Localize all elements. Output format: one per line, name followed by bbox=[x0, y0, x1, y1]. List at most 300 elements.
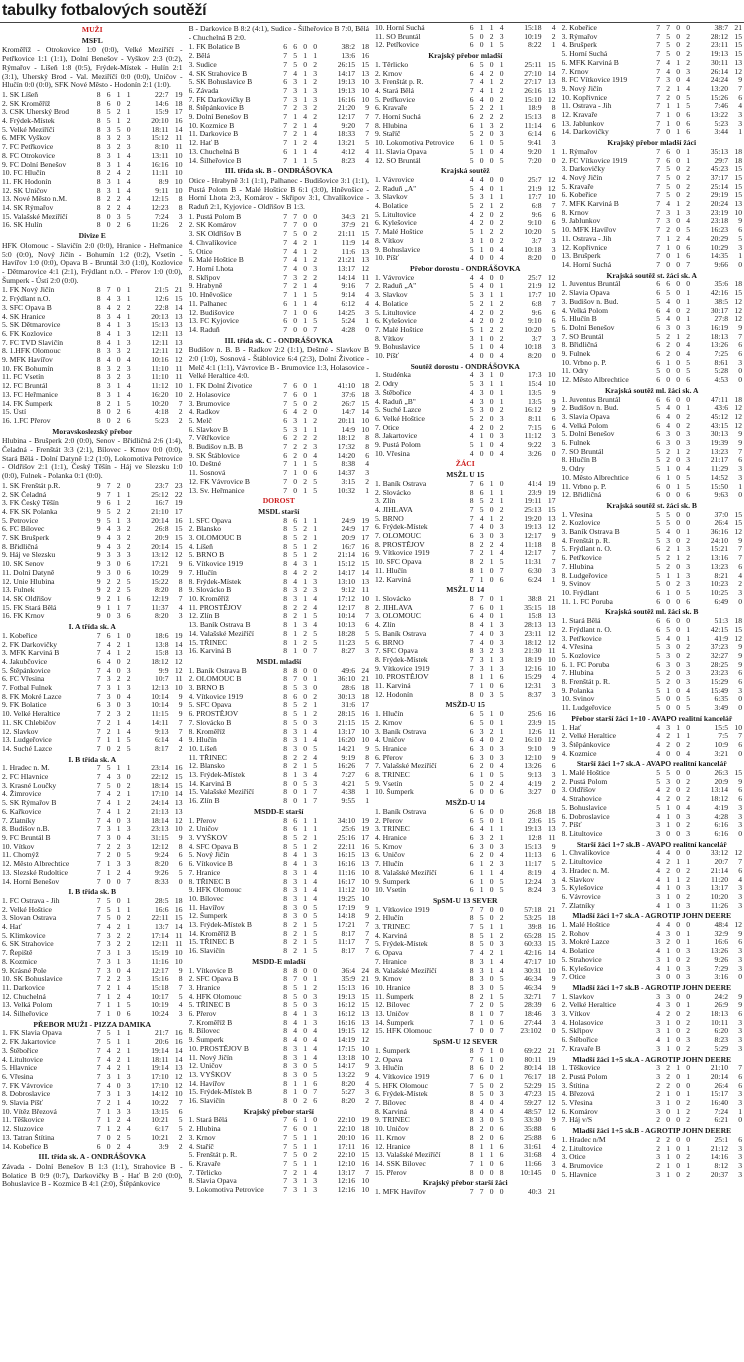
draws: 0 bbox=[676, 803, 680, 812]
score: 15:4 bbox=[527, 380, 542, 389]
score: 9:10 bbox=[527, 219, 542, 228]
played: 7 bbox=[96, 1072, 101, 1081]
team-name: 6. Frýdek-Místek bbox=[375, 523, 428, 532]
competition-heading: Moravskoslezský přebor bbox=[52, 426, 133, 436]
wins: 5 bbox=[293, 718, 297, 727]
team-name: 3. Petřkovice bbox=[561, 634, 602, 643]
wins: 3 bbox=[479, 532, 484, 541]
team-name: 8. Bílovec bbox=[188, 1027, 220, 1036]
points: 0 bbox=[551, 788, 556, 797]
points: 4 bbox=[365, 147, 369, 156]
draws: 0 bbox=[676, 849, 680, 858]
points: 12 bbox=[734, 921, 742, 930]
draws: 0 bbox=[489, 983, 494, 992]
table-row bbox=[189, 921, 370, 930]
played: 7 bbox=[96, 1029, 101, 1038]
wins: 1 bbox=[666, 465, 670, 474]
played: 4 bbox=[656, 849, 660, 858]
score: 18:13 bbox=[710, 332, 728, 341]
losses: 2 bbox=[313, 256, 317, 265]
points: 7 bbox=[365, 113, 369, 122]
standings-table bbox=[375, 61, 556, 165]
wins: 2 bbox=[293, 1168, 297, 1177]
table-row bbox=[2, 595, 183, 604]
points: 15 bbox=[361, 992, 369, 1001]
table-row bbox=[189, 400, 370, 409]
table-row bbox=[562, 280, 743, 289]
team-name: 15. HFK Olomouc bbox=[375, 1027, 432, 1036]
wins: 5 bbox=[293, 1001, 297, 1010]
table-row bbox=[189, 851, 370, 860]
losses: 1 bbox=[313, 382, 317, 391]
team-name: 9. Pustá Polom bbox=[375, 441, 421, 450]
played: 8 bbox=[469, 957, 474, 966]
score: 12:15 bbox=[151, 195, 169, 204]
played: 8 bbox=[96, 416, 101, 425]
team-name: 8. Jakartovice bbox=[375, 432, 418, 441]
wins: 4 bbox=[106, 799, 111, 808]
score: 10:20 bbox=[151, 399, 169, 408]
table-row bbox=[2, 693, 183, 702]
points: 7 bbox=[551, 202, 556, 211]
points: 8 bbox=[365, 434, 369, 443]
wins: 5 bbox=[106, 764, 111, 773]
table-row bbox=[189, 1125, 370, 1134]
team-name: 7. Hlubina bbox=[561, 669, 594, 678]
wins: 2 bbox=[479, 992, 484, 1001]
draws: 1 bbox=[489, 655, 494, 664]
draws: 1 bbox=[116, 603, 121, 612]
wins: 5 bbox=[106, 1029, 111, 1038]
points: 12 bbox=[734, 528, 742, 537]
wins: 3 bbox=[479, 406, 484, 415]
score: 9:12 bbox=[341, 586, 355, 595]
played: 7 bbox=[96, 640, 101, 649]
wins: 1 bbox=[293, 113, 297, 122]
score: 10:14 bbox=[337, 612, 355, 621]
losses: 3 bbox=[126, 1081, 131, 1090]
played: 7 bbox=[96, 790, 101, 799]
played: 7 bbox=[96, 816, 101, 825]
table-row bbox=[562, 858, 743, 867]
team-name: 13. Ludgeřovice bbox=[2, 736, 52, 745]
points: 6 bbox=[738, 456, 742, 465]
losses: 1 bbox=[499, 833, 504, 842]
score: 16:17 bbox=[337, 877, 355, 886]
draws: 1 bbox=[303, 156, 307, 165]
score: 36:10 bbox=[337, 675, 355, 684]
score: 9:6 bbox=[531, 308, 542, 317]
score: 6:35 bbox=[714, 695, 728, 704]
draws: 1 bbox=[676, 208, 680, 217]
table-row bbox=[2, 117, 183, 126]
played: 8 bbox=[283, 1010, 287, 1019]
score: 21:17 bbox=[710, 456, 728, 465]
played: 7 bbox=[96, 649, 101, 658]
table-row bbox=[375, 398, 556, 407]
losses: 3 bbox=[126, 364, 131, 373]
played: 8 bbox=[283, 684, 287, 693]
losses: 4 bbox=[126, 177, 131, 186]
team-name: 3. TRINEC bbox=[375, 923, 410, 932]
score: 32:9 bbox=[714, 929, 728, 938]
losses: 2 bbox=[313, 273, 317, 282]
score: 10:7 bbox=[154, 675, 169, 684]
team-name: 3. Krasné Loučky bbox=[2, 781, 57, 790]
table-row bbox=[375, 122, 556, 131]
draws: 1 bbox=[303, 612, 307, 621]
wins: 0 bbox=[666, 260, 670, 269]
draws: 0 bbox=[303, 212, 307, 221]
score: 12:17 bbox=[524, 549, 542, 558]
played: 8 bbox=[283, 612, 287, 621]
table-row bbox=[189, 1071, 370, 1080]
table-row bbox=[375, 958, 556, 967]
draws: 0 bbox=[489, 273, 494, 282]
points: 0 bbox=[178, 877, 183, 886]
score: 18:12 bbox=[524, 638, 542, 647]
played: 8 bbox=[283, 868, 287, 877]
table-row bbox=[375, 691, 556, 700]
played: 6 bbox=[469, 718, 474, 727]
table-row bbox=[189, 300, 370, 309]
draws: 1 bbox=[303, 282, 307, 291]
draws: 2 bbox=[489, 113, 494, 122]
wins: 6 bbox=[106, 90, 111, 99]
draws: 0 bbox=[676, 795, 680, 804]
table-row bbox=[375, 541, 556, 550]
draws: 2 bbox=[116, 134, 121, 143]
wins: 3 bbox=[479, 957, 484, 966]
wins: 2 bbox=[106, 595, 111, 603]
draws: 2 bbox=[116, 507, 121, 516]
losses: 2 bbox=[686, 165, 690, 174]
wins: 6 bbox=[479, 807, 484, 816]
points: 10 bbox=[361, 86, 369, 95]
losses: 5 bbox=[686, 473, 690, 482]
wins: 4 bbox=[293, 851, 297, 860]
draws: 0 bbox=[489, 1072, 494, 1081]
draws: 1 bbox=[116, 631, 121, 640]
losses: 6 bbox=[686, 376, 690, 385]
team-name: 3. Slavkov bbox=[375, 193, 408, 202]
wins: 6 bbox=[666, 156, 670, 165]
points: 6 bbox=[551, 317, 556, 326]
points: 3 bbox=[551, 877, 556, 886]
competition-heading: III. třída sk. C - ONDRÁŠOVKA bbox=[224, 335, 333, 345]
draws: 0 bbox=[116, 1081, 121, 1090]
team-name: 2. SK Čeladná bbox=[2, 490, 47, 499]
wins: 4 bbox=[666, 306, 670, 315]
played: 4 bbox=[469, 317, 474, 326]
losses: 4 bbox=[499, 762, 504, 771]
played: 6 bbox=[283, 416, 287, 425]
losses: 2 bbox=[313, 983, 317, 992]
draws: 2 bbox=[303, 477, 307, 486]
draws: 0 bbox=[489, 139, 494, 148]
played: 8 bbox=[469, 966, 474, 975]
wins: 7 bbox=[106, 286, 111, 295]
wins: 2 bbox=[106, 710, 111, 719]
wins: 3 bbox=[293, 1070, 297, 1079]
table-row bbox=[2, 578, 183, 587]
team-name: 16. Karviná B bbox=[188, 647, 232, 656]
points: 16 bbox=[547, 923, 556, 932]
losses: 0 bbox=[686, 395, 690, 404]
score: 18:28 bbox=[337, 629, 355, 638]
points: 15 bbox=[734, 510, 742, 519]
losses: 3 bbox=[686, 812, 690, 821]
draws: 0 bbox=[676, 1081, 680, 1090]
draws: 3 bbox=[303, 621, 307, 630]
draws: 1 bbox=[489, 380, 494, 389]
losses: 7 bbox=[126, 603, 131, 612]
team-name: 11. 1. FC Poruba bbox=[561, 597, 613, 606]
played: 9 bbox=[96, 560, 101, 569]
wins: 2 bbox=[666, 447, 670, 456]
losses: 6 bbox=[499, 682, 504, 691]
draws: 0 bbox=[303, 230, 307, 239]
played: 7 bbox=[96, 666, 101, 675]
draws: 2 bbox=[116, 1133, 121, 1142]
score: 16:6 bbox=[154, 905, 169, 914]
draws: 0 bbox=[676, 1116, 680, 1125]
score: 37:0 bbox=[714, 510, 728, 519]
team-name: 8. Břidličná bbox=[561, 341, 598, 350]
draws: 0 bbox=[489, 210, 494, 219]
wins: 5 bbox=[479, 718, 484, 727]
team-name: 16. FK Krnov bbox=[2, 612, 45, 621]
competition-heading: Krajská soutěž st. žáci sk. A bbox=[606, 270, 697, 280]
table-row bbox=[562, 732, 743, 741]
losses: 1 bbox=[126, 1029, 131, 1038]
score: 15:9 bbox=[154, 108, 169, 117]
played: 8 bbox=[96, 125, 101, 134]
played: 7 bbox=[656, 24, 660, 32]
losses: 1 bbox=[499, 104, 504, 113]
score: 14:18 bbox=[337, 912, 355, 921]
score: 32:71 bbox=[524, 992, 542, 1001]
losses: 2 bbox=[686, 182, 690, 191]
draws: 1 bbox=[303, 762, 307, 771]
team-name: 6. FC Bílovec bbox=[2, 525, 45, 534]
score: 11:31 bbox=[524, 558, 542, 567]
draws: 1 bbox=[303, 894, 307, 903]
table-row bbox=[562, 1153, 743, 1162]
played: 9 bbox=[96, 595, 101, 603]
score: 48:57 bbox=[524, 1107, 542, 1116]
team-name: 6. FC Vřesina bbox=[2, 675, 45, 684]
wins: 0 bbox=[666, 973, 670, 982]
table-row bbox=[562, 1162, 743, 1171]
team-name: 8. 1.HFK Olomouc bbox=[2, 347, 61, 356]
draws: 0 bbox=[676, 777, 680, 786]
played: 7 bbox=[469, 655, 474, 664]
wins: 0 bbox=[479, 1168, 484, 1177]
score: 38:2 bbox=[341, 43, 355, 52]
played: 7 bbox=[283, 460, 287, 469]
points: 3 bbox=[738, 884, 742, 893]
points: 9 bbox=[551, 388, 556, 397]
team-name: 10. Kopřivnice bbox=[561, 93, 608, 102]
points: 7 bbox=[365, 130, 369, 139]
played: 7 bbox=[469, 514, 474, 523]
played: 6 bbox=[656, 421, 660, 430]
team-name: 2. Přerov bbox=[375, 816, 403, 825]
wins: 7 bbox=[479, 595, 484, 603]
draws: 2 bbox=[303, 238, 307, 247]
table-row bbox=[2, 569, 183, 578]
table-row bbox=[189, 487, 370, 496]
table-row bbox=[189, 878, 370, 887]
losses: 3 bbox=[499, 655, 504, 664]
points: 12 bbox=[174, 1072, 183, 1081]
draws: 0 bbox=[489, 245, 494, 254]
table-row bbox=[189, 788, 370, 797]
table-row bbox=[2, 347, 183, 356]
wins: 6 bbox=[293, 43, 297, 52]
points: 10 bbox=[547, 655, 556, 664]
draws: 2 bbox=[303, 443, 307, 452]
losses: 5 bbox=[126, 586, 131, 595]
score: 10:11 bbox=[710, 1018, 728, 1027]
team-name: 9. Hrabyně bbox=[188, 282, 223, 291]
wins: 2 bbox=[479, 851, 484, 860]
played: 7 bbox=[469, 1160, 474, 1168]
team-name: 7. Zlatníky bbox=[2, 816, 36, 825]
wins: 1 bbox=[666, 1144, 670, 1153]
played: 8 bbox=[283, 595, 287, 603]
draws: 2 bbox=[116, 1055, 121, 1064]
score: 4:38 bbox=[341, 788, 355, 797]
losses: 6 bbox=[313, 1079, 317, 1088]
draws: 1 bbox=[489, 957, 494, 966]
played: 8 bbox=[283, 666, 287, 675]
points: 10 bbox=[361, 95, 369, 104]
table-row bbox=[2, 612, 183, 621]
score: 17:10 bbox=[151, 1072, 169, 1081]
points: 0 bbox=[738, 704, 742, 713]
draws: 1 bbox=[303, 595, 307, 603]
wins: 4 bbox=[293, 69, 297, 78]
wins: 2 bbox=[666, 1072, 670, 1081]
points: 8 bbox=[178, 577, 183, 586]
score: 18:6 bbox=[154, 631, 169, 640]
draws: 0 bbox=[489, 432, 494, 441]
wins: 3 bbox=[666, 430, 670, 439]
team-name: 4. Vítkovice 1919 bbox=[188, 692, 243, 701]
wins: 0 bbox=[666, 597, 670, 606]
draws: 0 bbox=[303, 1151, 307, 1160]
wins: 3 bbox=[479, 842, 484, 851]
played: 8 bbox=[469, 540, 474, 549]
wins: 1 bbox=[666, 875, 670, 884]
draws: 0 bbox=[676, 280, 680, 289]
played: 3 bbox=[469, 236, 474, 245]
played: 8 bbox=[469, 1046, 474, 1055]
table-row bbox=[562, 589, 743, 598]
table-row bbox=[375, 104, 556, 113]
points: 3 bbox=[738, 111, 742, 120]
points: 5 bbox=[365, 629, 369, 638]
match-results: Hlubina - Brušperk 2:0 (0:0), Senov - Břidličná 2:6 (1:4), Čeladná - Frenštát 3:3 (2:1), Bílovec - Krnov 0:0 (0:0), Stará Bělá - Dolní Datyně 1:2 (1:0), Lokomotiva Petrovice - Oldřišov 2:1 (1:1), Český Těšín - Háj ve Slezsku 1:0 (0:0), Fulnek - Polanka 0:1 (0:0). bbox=[2, 436, 183, 481]
played: 7 bbox=[283, 1160, 287, 1168]
points: 6 bbox=[738, 1081, 742, 1090]
points: 0 bbox=[551, 254, 556, 263]
score: 23:13 bbox=[151, 825, 169, 834]
played: 8 bbox=[283, 903, 287, 912]
played: 6 bbox=[469, 762, 474, 771]
losses: 3 bbox=[686, 562, 690, 571]
played: 5 bbox=[656, 580, 660, 589]
points: 3 bbox=[738, 955, 742, 964]
team-name: 15. TŘINEC B bbox=[188, 938, 235, 947]
draws: 0 bbox=[676, 617, 680, 626]
table-row bbox=[2, 108, 183, 117]
wins: 0 bbox=[293, 788, 297, 797]
played: 8 bbox=[283, 788, 287, 797]
points: 15 bbox=[361, 1001, 369, 1010]
table-row bbox=[562, 921, 743, 930]
wins: 2 bbox=[293, 603, 297, 612]
losses: 5 bbox=[499, 1116, 504, 1125]
score: 11:26 bbox=[151, 221, 169, 230]
score: 8:21 bbox=[714, 571, 728, 580]
team-name: 2. Bělá bbox=[188, 52, 211, 61]
wins: 5 bbox=[666, 289, 670, 298]
score: 28:12 bbox=[710, 32, 728, 41]
points: 12 bbox=[174, 551, 183, 560]
draws: 0 bbox=[303, 60, 307, 69]
team-name: 5. Vřesina bbox=[561, 1099, 593, 1108]
score: 9:9 bbox=[158, 666, 169, 675]
losses: 0 bbox=[499, 1055, 504, 1064]
team-name: 1. SFC Opava bbox=[188, 516, 232, 525]
table-row bbox=[562, 786, 743, 795]
score: 25:14 bbox=[710, 182, 728, 191]
losses: 2 bbox=[499, 86, 504, 95]
points: 4 bbox=[551, 868, 556, 877]
competition-heading: Krajský přebor mladší žáci bbox=[607, 138, 697, 148]
points: 12 bbox=[174, 347, 183, 356]
points: 15 bbox=[361, 60, 369, 69]
draws: 0 bbox=[489, 414, 494, 423]
draws: 2 bbox=[116, 1125, 121, 1134]
team-name: 4. Strahovice bbox=[561, 795, 602, 804]
losses: 5 bbox=[313, 477, 317, 486]
played: 6 bbox=[469, 727, 474, 736]
wins: 1 bbox=[666, 947, 670, 956]
table-row bbox=[2, 134, 183, 143]
wins: 2 bbox=[479, 104, 484, 113]
played: 7 bbox=[283, 1133, 287, 1142]
played: 8 bbox=[283, 542, 287, 551]
wins: 5 bbox=[106, 507, 111, 516]
losses: 4 bbox=[126, 195, 131, 204]
draws: 0 bbox=[676, 1018, 680, 1027]
table-row bbox=[562, 769, 743, 778]
team-name: 15. Valašské Meziříčí bbox=[2, 212, 68, 221]
team-name: 2. Frýdlant n.O. bbox=[2, 295, 51, 304]
points: 3 bbox=[178, 1010, 183, 1019]
team-name: 9. Polanka bbox=[561, 686, 594, 695]
team-name: 5. Kravaře bbox=[561, 182, 594, 191]
score: 3:7 bbox=[531, 334, 542, 343]
points: 6 bbox=[551, 1133, 556, 1142]
team-name: 12. Kopřivnice bbox=[561, 243, 608, 252]
wins: 3 bbox=[106, 560, 111, 569]
wins: 1 bbox=[666, 1170, 670, 1179]
